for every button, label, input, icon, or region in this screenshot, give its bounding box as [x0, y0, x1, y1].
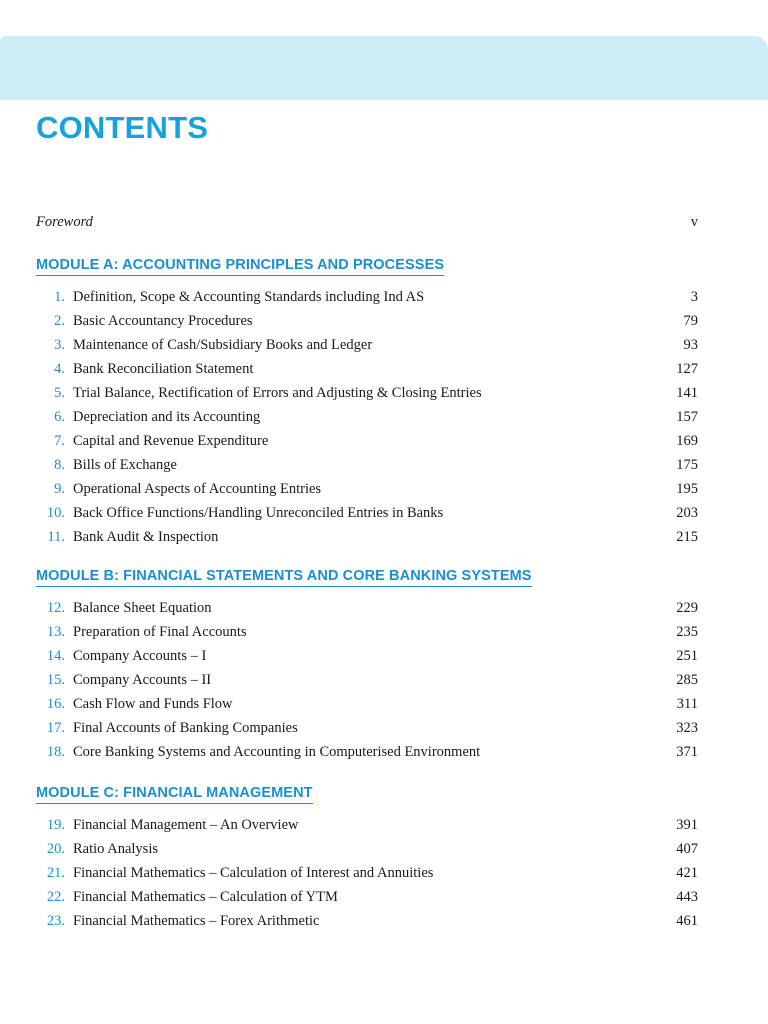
chapter-number: 6. — [54, 409, 65, 425]
chapter-page-number: 141 — [676, 385, 698, 401]
chapter-number: 16. — [46, 696, 65, 712]
chapter-title: Ratio Analysis — [73, 841, 158, 857]
chapter-page-number: 215 — [676, 529, 698, 545]
chapter-title: Balance Sheet Equation — [73, 600, 212, 616]
chapter-title: Bills of Exchange — [73, 457, 177, 473]
module-a-entries — [36, 285, 698, 549]
toc-entry[interactable] — [36, 477, 698, 501]
toc-entry[interactable] — [36, 620, 698, 644]
toc-entry[interactable] — [36, 644, 698, 668]
chapter-title: Financial Mathematics – Calculation of Interest and Annuities — [73, 865, 434, 881]
toc-entry[interactable] — [36, 405, 698, 429]
toc-entry[interactable] — [36, 740, 698, 764]
chapter-page-number: 461 — [676, 913, 698, 929]
chapter-title: Preparation of Final Accounts — [73, 624, 247, 640]
chapter-page-number: 443 — [676, 889, 698, 905]
toc-entry[interactable] — [36, 909, 698, 933]
chapter-page-number: 157 — [676, 409, 698, 425]
chapter-page-number: 175 — [676, 457, 698, 473]
chapter-page-number: 285 — [676, 672, 698, 688]
chapter-number: 22. — [46, 889, 65, 905]
module-a-section — [36, 256, 698, 549]
chapter-title: Bank Reconciliation Statement — [73, 361, 254, 377]
chapter-number: 14. — [46, 648, 65, 664]
chapter-number: 20. — [46, 841, 65, 857]
chapter-page-number: 3 — [690, 289, 698, 305]
toc-entry[interactable] — [36, 333, 698, 357]
toc-entry[interactable] — [36, 501, 698, 525]
toc-entry[interactable] — [36, 381, 698, 405]
chapter-number: 2. — [54, 313, 65, 329]
toc-entry[interactable] — [36, 716, 698, 740]
chapter-title: Financial Management – An Overview — [73, 817, 299, 833]
toc-entry[interactable] — [36, 596, 698, 620]
toc-entry[interactable] — [36, 525, 698, 549]
chapter-title: Financial Mathematics – Forex Arithmetic — [73, 913, 320, 929]
chapter-title: Trial Balance, Rectification of Errors and Adjusting & Closing Entries — [73, 385, 482, 401]
chapter-number: 11. — [47, 529, 65, 545]
module-c-entries — [36, 813, 698, 933]
chapter-page-number: 79 — [683, 313, 698, 329]
foreword-label: Foreword — [36, 214, 93, 230]
toc-entry[interactable] — [36, 309, 698, 333]
chapter-number: 21. — [46, 865, 65, 881]
chapter-page-number: 371 — [676, 744, 698, 760]
chapter-page-number: 407 — [676, 841, 698, 857]
module-b-heading: MODULE B: FINANCIAL STATEMENTS AND CORE BANKING SYSTEMS — [36, 568, 532, 587]
chapter-number: 5. — [54, 385, 65, 401]
toc-entry[interactable] — [36, 837, 698, 861]
chapter-page-number: 203 — [676, 505, 698, 521]
chapter-title: Final Accounts of Banking Companies — [73, 720, 298, 736]
page-title: CONTENTS — [36, 110, 209, 145]
chapter-title: Maintenance of Cash/Subsidiary Books and Ledger — [73, 337, 373, 353]
chapter-title: Back Office Functions/Handling Unreconciled Entries in Banks — [73, 505, 444, 521]
chapter-page-number: 391 — [676, 817, 698, 833]
chapter-title: Definition, Scope & Accounting Standards including Ind AS — [73, 289, 425, 305]
chapter-number: 3. — [54, 337, 65, 353]
chapter-number: 19. — [46, 817, 65, 833]
chapter-title: Bank Audit & Inspection — [73, 529, 219, 545]
chapter-number: 10. — [46, 505, 65, 521]
header-band — [0, 36, 768, 100]
chapter-number: 7. — [54, 433, 65, 449]
chapter-number: 13. — [46, 624, 65, 640]
chapter-title: Basic Accountancy Procedures — [73, 313, 253, 329]
chapter-number: 17. — [46, 720, 65, 736]
chapter-number: 18. — [46, 744, 65, 760]
toc-entry[interactable] — [36, 813, 698, 837]
toc-entry[interactable] — [36, 692, 698, 716]
chapter-number: 1. — [54, 289, 65, 305]
toc-entry[interactable] — [36, 357, 698, 381]
toc-entry[interactable] — [36, 453, 698, 477]
chapter-page-number: 251 — [676, 648, 698, 664]
chapter-page-number: 93 — [683, 337, 698, 353]
chapter-number: 15. — [46, 672, 65, 688]
module-a-heading: MODULE A: ACCOUNTING PRINCIPLES AND PROCESSES — [36, 257, 444, 276]
chapter-title: Financial Mathematics – Calculation of YTM — [73, 889, 338, 905]
chapter-title: Operational Aspects of Accounting Entries — [73, 481, 322, 497]
chapter-title: Company Accounts – II — [73, 672, 212, 688]
foreword-entry[interactable] — [36, 214, 698, 234]
foreword-page-number: v — [690, 214, 698, 230]
chapter-page-number: 421 — [676, 865, 698, 881]
chapter-title: Cash Flow and Funds Flow — [73, 696, 233, 712]
module-c-section — [36, 784, 698, 933]
chapter-number: 9. — [54, 481, 65, 497]
chapter-number: 8. — [54, 457, 65, 473]
module-c-heading: MODULE C: FINANCIAL MANAGEMENT — [36, 785, 313, 804]
chapter-title: Core Banking Systems and Accounting in Computerised Environment — [73, 744, 481, 760]
chapter-number: 4. — [54, 361, 65, 377]
chapter-page-number: 127 — [676, 361, 698, 377]
toc-entry[interactable] — [36, 885, 698, 909]
toc-entry[interactable] — [36, 429, 698, 453]
chapter-page-number: 235 — [676, 624, 698, 640]
chapter-title: Company Accounts – I — [73, 648, 207, 664]
chapter-title: Depreciation and its Accounting — [73, 409, 261, 425]
chapter-page-number: 311 — [676, 696, 698, 712]
chapter-title: Capital and Revenue Expenditure — [73, 433, 269, 449]
chapter-page-number: 229 — [676, 600, 698, 616]
chapter-number: 12. — [46, 600, 65, 616]
module-b-entries — [36, 596, 698, 764]
chapter-number: 23. — [46, 913, 65, 929]
toc-entry[interactable] — [36, 668, 698, 692]
chapter-page-number: 323 — [676, 720, 698, 736]
chapter-page-number: 169 — [676, 433, 698, 449]
chapter-page-number: 195 — [676, 481, 698, 497]
toc-entry[interactable] — [36, 285, 698, 309]
toc-entry[interactable] — [36, 861, 698, 885]
module-b-section — [36, 567, 698, 764]
